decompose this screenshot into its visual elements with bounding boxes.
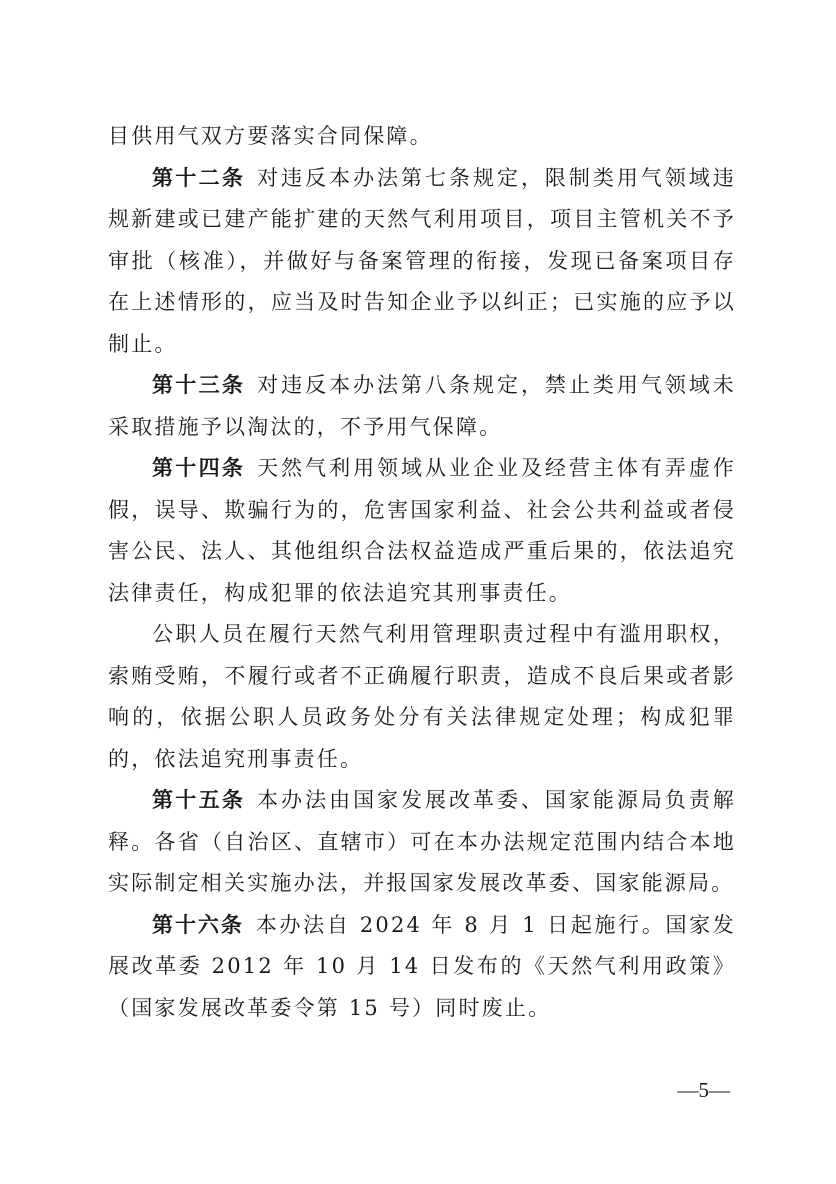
article-12-paragraph: [108, 158, 736, 366]
article-number: 第十四条: [152, 456, 246, 480]
paragraph-text: 对违反本办法第七条规定，限制类用气领域违规新建或已建产能扩建的天然气利用项目，项目主管机关不予审批（核准），并做好与备案管理的衔接，发现已备案项目存在上述情形的，应当及时告知企业予以纠正；已实施的应予以制止。: [108, 165, 737, 356]
article-13-paragraph: [108, 365, 736, 448]
article-14-subparagraph: [108, 614, 736, 780]
paragraph-text: 天然气利用领域从业企业及经营主体有弄虚作假，误导、欺骗行为的，危害国家利益、社会公共利益或者侵害公民、法人、其他组织合法权益造成严重后果的，依法追究法律责任，构成犯罪的依法追究其刑事责任。: [108, 456, 737, 605]
document-body: [108, 116, 736, 1029]
paragraph-text: 公职人员在履行天然气利用管理职责过程中有滥用职权，索贿受贿，不履行或者不正确履行职责，造成不良后果或者影响的，依据公职人员政务处分有关法律规定处理；构成犯罪的，依法追究刑事责任。: [108, 622, 736, 771]
article-15-paragraph: [108, 780, 736, 905]
article-14-paragraph: [108, 448, 736, 614]
article-number: 第十五条: [152, 788, 246, 812]
article-number: 第十六条: [152, 912, 244, 937]
paragraph-text: 本办法由国家发展改革委、国家能源局负责解释。各省（自治区、直辖市）可在本办法规定范围内结合本地实际制定相关实施办法，并报国家发展改革委、国家能源局。: [108, 788, 737, 895]
article-number: 第十二条: [152, 165, 246, 190]
paragraph-continuation: [108, 116, 736, 158]
paragraph-text: 本办法自 2024 年 8 月 1 日起施行。国家发展改革委 2012 年 10 月 14 日发布的《天然气利用政策》（国家发展改革委令第 15 号）同时废止。: [108, 912, 736, 1020]
page-number: —5—: [677, 1078, 730, 1102]
article-number: 第十三条: [152, 373, 246, 397]
paragraph-text: 目供用气双方要落实合同保障。: [108, 124, 433, 148]
article-16-paragraph: [108, 905, 736, 1030]
paragraph-text: 对违反本办法第八条规定，禁止类用气领域未采取措施予以淘汰的，不予用气保障。: [108, 373, 737, 439]
